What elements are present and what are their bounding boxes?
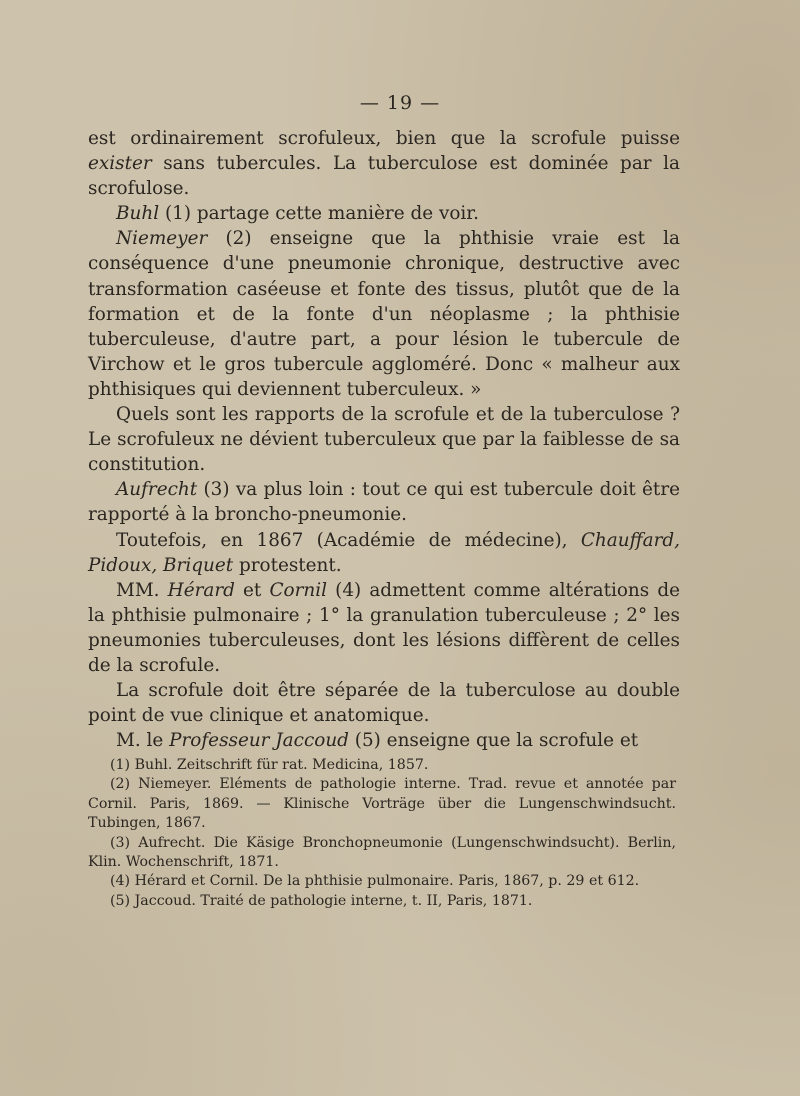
footnote: (5) Jaccoud. Traité de pathologie interne, t. II, Paris, 1871. bbox=[110, 892, 533, 909]
footnote: (4) Hérard et Cornil. De la phthisie pulmonaire. Paris, 1867, p. 29 et 612. bbox=[110, 873, 640, 890]
text-run-italic: Niemeyer bbox=[116, 228, 208, 250]
text-run: sans tubercules. La tuberculose est dominée par la scrofulose. bbox=[88, 153, 680, 200]
paragraph bbox=[88, 126, 680, 201]
text-run: (4) admettent comme altérations de la phthisie pulmonaire ; 1° la granulation tuberculeuse ; 2° les pneumonies tuberculeuses, dont les lésions diffèrent de celles de la scrofule. bbox=[88, 579, 681, 676]
text-run-italic: exister bbox=[88, 153, 152, 175]
paragraph bbox=[88, 402, 680, 477]
page-number: — 19 — bbox=[359, 92, 441, 114]
paragraph bbox=[88, 201, 680, 226]
text-run: Toutefois, en 1867 (Académie de médecine), bbox=[116, 529, 581, 551]
text-run: (3) va plus loin : tout ce qui est tubercule doit être rapporté à la broncho-pneumonie. bbox=[88, 479, 680, 526]
main-text bbox=[88, 126, 680, 753]
text-run: (1) partage cette manière de voir. bbox=[159, 203, 479, 225]
text-run-italic: Hérard bbox=[167, 579, 235, 601]
footnote: (2) Niemeyer. Eléments de pathologie interne. Trad. revue et annotée par Cornil. Paris, 1869. — Klinische Vorträge über die Lungenschwindsucht. Tubingen, 1867. bbox=[88, 776, 676, 832]
text-run: est ordinairement scrofuleux, bien que la scrofule puisse bbox=[88, 128, 680, 149]
text-run-italic: Professeur Jaccoud bbox=[169, 730, 349, 752]
text-run: MM. bbox=[116, 579, 168, 601]
text-run: protestent. bbox=[233, 554, 342, 576]
footnote: (1) Buhl. Zeitschrift für rat. Medicina, 1857. bbox=[110, 757, 429, 773]
paragraph bbox=[88, 728, 680, 753]
paragraph bbox=[88, 528, 680, 578]
text-run-italic: Buhl bbox=[116, 203, 160, 225]
text-run: M. le bbox=[116, 730, 170, 752]
footnotes bbox=[88, 756, 676, 911]
text-run: (2) enseigne que la phthisie vraie est la conséquence d'une pneumonie chronique, destructive avec transformation caséeuse et fonte des tissus, plutôt que de la formation et de la fonte d'un néoplasme ; la phthisie tuberculeuse, d'autre part, a pour lésion le tubercule de Virchow et le gros tubercule aggloméré. Donc « malheur aux phthisiques qui deviennent tuberculeux. » bbox=[88, 228, 680, 400]
text-run: et bbox=[234, 579, 270, 601]
text-run: La scrofule doit être séparée de la tuberculose au double point de vue clinique et anatomique. bbox=[88, 680, 680, 727]
text-run: (5) enseigne que la scrofule et bbox=[348, 730, 639, 752]
text-run-italic: Cornil bbox=[269, 579, 328, 601]
text-run-italic: Aufrecht bbox=[116, 479, 198, 501]
paragraph bbox=[88, 477, 680, 527]
text-run: Quels sont les rapports de la scrofule et de la tuberculose ? Le scrofuleux ne dévient tuberculeux que par la faiblesse de sa constitution. bbox=[88, 404, 680, 476]
paragraph bbox=[88, 678, 680, 728]
paragraph bbox=[88, 578, 680, 678]
text-run-italic: Chauffard, Pidoux, Briquet bbox=[88, 529, 680, 576]
footnote: (3) Aufrecht. Die Käsige Bronchopneumonie (Lungenschwindsucht). Berlin, Klin. Wochenschrift, 1871. bbox=[88, 834, 676, 871]
paragraph bbox=[88, 226, 680, 402]
